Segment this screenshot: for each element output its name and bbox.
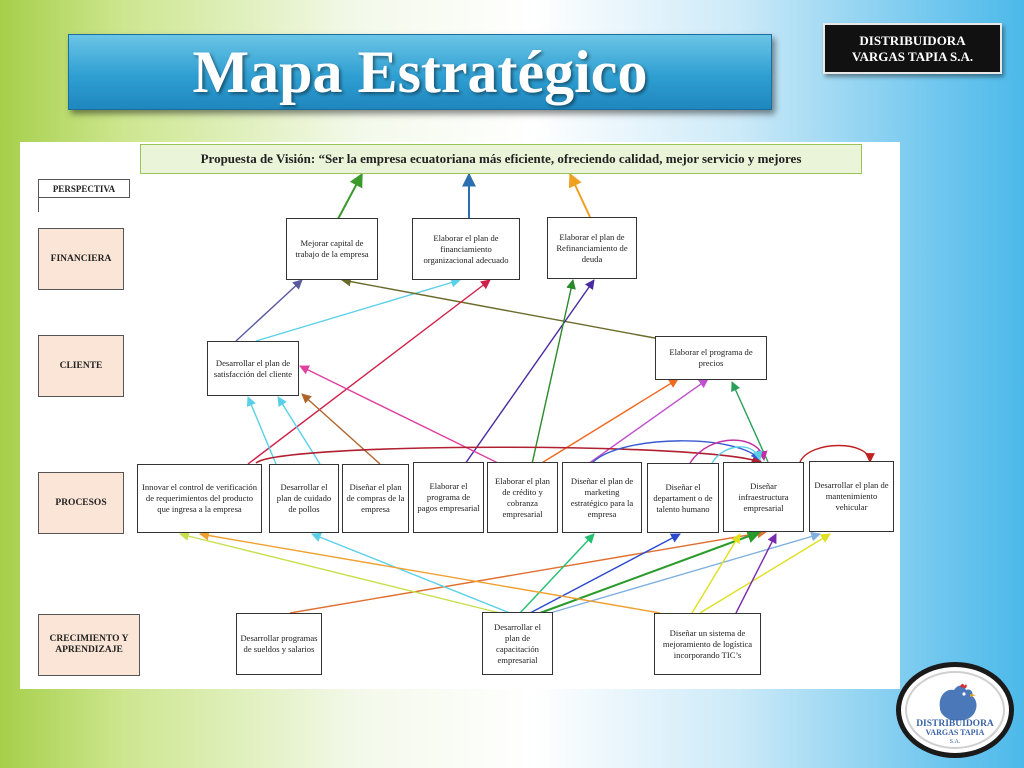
arrow [588,379,708,464]
svg-text:S.A.: S.A. [949,739,961,745]
objective-credito-cobranza: Elaborar el plan de crédito y cobranza empresarial [487,462,558,533]
objective-marketing-estrategico: Diseñar el plan de marketing estratégico para la empresa [562,462,642,533]
arrow [570,174,590,217]
arrow [342,280,660,339]
arrow [290,532,766,613]
perspective-cliente: CLIENTE [38,335,124,397]
objective-talento-humano: Diseñar el departament o de talento humano [647,463,719,533]
objective-programa-pagos: Elaborar el programa de pagos empresarial [413,462,484,533]
arrow [692,534,740,613]
objective-sueldos-salarios: Desarrollar programas de sueldos y salarios [236,613,322,675]
objective-satisfaccion-cliente: Desarrollar el plan de satisfacción del cliente [207,341,299,396]
arrow [338,174,362,219]
objective-control-verificacion: Innovar el control de verificación de requerimientos del producto que ingresa a la empresa [137,464,262,533]
svg-text:VARGAS TAPIA: VARGAS TAPIA [925,728,985,737]
company-name-line2: VARGAS TAPIA S.A. [851,48,974,64]
perspective-header: PERSPECTIVA [38,179,130,198]
arrow [256,280,460,341]
strategy-map [20,142,900,689]
company-badge [823,23,1002,74]
page-title: Mapa Estratégico [192,38,648,105]
objective-mantenimiento-vehicular: Desarrollar el plan de mantenimiento vehicular [809,461,894,532]
objective-plan-financiamiento: Elaborar el plan de financiamiento organizacional adecuado [412,218,520,280]
arrow [465,280,594,464]
title-banner [68,34,772,110]
objective-infraestructura: Diseñar infraestructura empresarial [723,462,804,532]
arrow [530,534,680,613]
loop-arrow [256,447,762,463]
arrow [732,382,768,462]
arrow [532,280,573,464]
objective-capacitacion: Desarrollar el plan de capacitación empresarial [482,612,553,675]
company-name-line1: DISTRIBUIDORA [859,32,966,48]
arrow [540,532,760,613]
objective-plan-compras: Diseñar el plan de compras de la empresa [342,464,409,533]
arrow [236,280,302,341]
arrow [200,534,660,613]
perspective-crecimiento: CRECIMIENTO Y APRENDIZAJE [38,614,140,676]
objective-refinanciamiento-deuda: Elaborar el plan de Refinanciamiento de deuda [547,217,637,279]
objective-programa-precios: Elaborar el programa de precios [655,336,767,380]
objective-sistema-logistica: Diseñar un sistema de mejoramiento de logística incorporando TIC’s [654,613,761,675]
objective-capital-trabajo: Mejorar capital de trabajo de la empresa [286,218,378,280]
arrow [520,534,594,613]
perspective-financiera: FINANCIERA [38,228,124,290]
svg-text:DISTRIBUIDORA: DISTRIBUIDORA [916,719,994,729]
arrow [736,534,776,613]
perspective-connector [38,196,39,212]
objective-cuidado-pollos: Desarrollar el plan de cuidado de pollos [269,464,339,533]
company-logo [894,660,1016,760]
perspective-procesos: PROCESOS [38,472,124,534]
vision-statement: Propuesta de Visión: “Ser la empresa ecuatoriana más eficiente, ofreciendo calidad, mejor servicio y mejores [140,144,862,174]
loop-arrow [800,446,870,463]
